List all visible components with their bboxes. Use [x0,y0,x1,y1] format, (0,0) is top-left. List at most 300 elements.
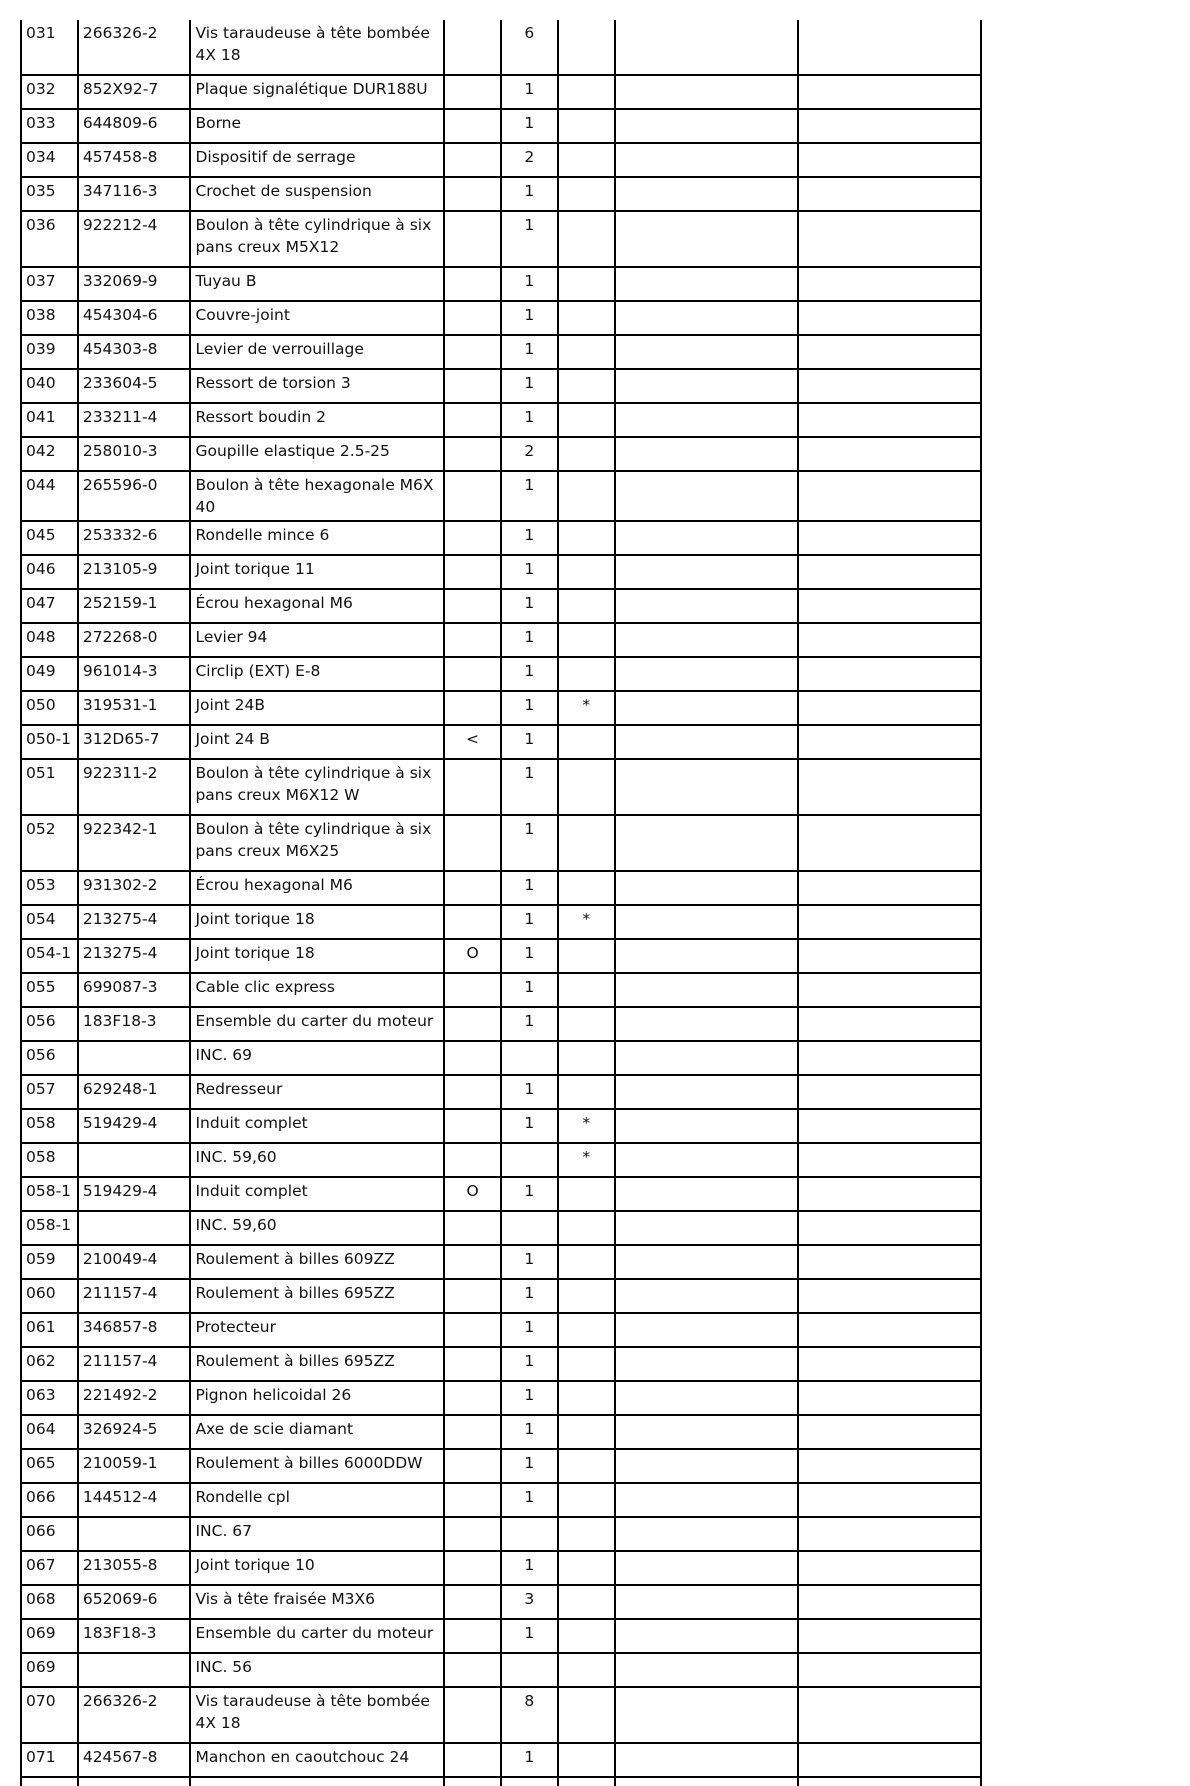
blank-cell [798,1517,981,1551]
description-cell: Couvre-joint [190,301,444,335]
blank-cell [615,1449,798,1483]
quantity-cell: 2 [501,437,558,471]
marker-cell [558,1619,615,1653]
part-number-cell [78,1653,191,1687]
item-number-cell: 039 [21,335,78,369]
table-row [21,589,981,623]
note-cell [444,1041,501,1075]
table-row [21,177,981,211]
quantity-cell: 1 [501,905,558,939]
blank-cell [615,1483,798,1517]
blank-cell [78,1777,191,1786]
part-number-cell: 454303-8 [78,335,191,369]
description-cell: INC. 56 [190,1653,444,1687]
part-number-cell: 183F18-3 [78,1619,191,1653]
blank-cell [615,20,798,75]
note-cell [444,437,501,471]
item-number-cell: 056 [21,1041,78,1075]
blank-cell [798,759,981,815]
description-cell: INC. 59,60 [190,1211,444,1245]
table-row [21,1347,981,1381]
blank-cell [615,589,798,623]
item-number-cell: 062 [21,1347,78,1381]
blank-cell [798,1245,981,1279]
table-row [21,1585,981,1619]
note-cell [444,1551,501,1585]
part-number-cell [78,1143,191,1177]
part-number-cell: 265596-0 [78,471,191,521]
table-row [21,1687,981,1743]
table-row [21,109,981,143]
item-number-cell: 051 [21,759,78,815]
table-row [21,1619,981,1653]
blank-cell [798,109,981,143]
marker-cell [558,177,615,211]
marker-cell [558,75,615,109]
quantity-cell: 1 [501,555,558,589]
quantity-cell: 1 [501,1313,558,1347]
description-cell: Protecteur [190,1313,444,1347]
blank-cell [798,871,981,905]
description-cell: Redresseur [190,1075,444,1109]
quantity-cell: 1 [501,657,558,691]
description-cell: Goupille elastique 2.5-25 [190,437,444,471]
part-number-cell: 629248-1 [78,1075,191,1109]
blank-cell [798,1585,981,1619]
part-number-cell: 644809-6 [78,109,191,143]
quantity-cell: 3 [501,1585,558,1619]
blank-cell [615,1245,798,1279]
description-cell: Dispositif de serrage [190,143,444,177]
note-cell [444,1585,501,1619]
description-cell: Roulement à billes 695ZZ [190,1279,444,1313]
item-number-cell: 035 [21,177,78,211]
note-cell [444,75,501,109]
part-number-cell: 319531-1 [78,691,191,725]
item-number-cell: 061 [21,1313,78,1347]
quantity-cell: 1 [501,759,558,815]
quantity-cell: 1 [501,1483,558,1517]
note-cell [444,20,501,75]
description-cell: Roulement à billes 609ZZ [190,1245,444,1279]
description-cell: Cable clic express [190,973,444,1007]
blank-cell [798,20,981,75]
item-number-cell: 067 [21,1551,78,1585]
marker-cell [558,1313,615,1347]
quantity-cell [501,1211,558,1245]
blank-cell [615,555,798,589]
quantity-cell: 1 [501,75,558,109]
quantity-cell: 1 [501,1007,558,1041]
blank-cell [615,1279,798,1313]
item-number-cell: 064 [21,1415,78,1449]
blank-cell [615,403,798,437]
item-number-cell: 045 [21,521,78,555]
part-number-cell: 922342-1 [78,815,191,871]
blank-cell [615,871,798,905]
part-number-cell: 699087-3 [78,973,191,1007]
blank-cell [798,211,981,267]
note-cell [444,691,501,725]
marker-cell [558,759,615,815]
description-cell: Vis à tête fraisée M3X6 [190,1585,444,1619]
part-number-cell: 326924-5 [78,1415,191,1449]
quantity-cell: 2 [501,143,558,177]
quantity-cell: 1 [501,1551,558,1585]
marker-cell [558,1381,615,1415]
item-number-cell: 038 [21,301,78,335]
quantity-cell: 1 [501,973,558,1007]
description-cell: Boulon à tête cylindrique à six pans creux M6X12 W [190,759,444,815]
part-number-cell: 233211-4 [78,403,191,437]
description-cell: Joint torique 18 [190,939,444,973]
note-cell [444,1743,501,1777]
quantity-cell [501,1041,558,1075]
blank-cell [615,623,798,657]
quantity-cell: 1 [501,471,558,521]
blank-cell [615,1687,798,1743]
part-number-cell: 922311-2 [78,759,191,815]
description-cell: Roulement à billes 6000DDW [190,1449,444,1483]
blank-cell [798,1687,981,1743]
item-number-cell: 032 [21,75,78,109]
blank-cell [501,1777,558,1786]
note-cell [444,109,501,143]
item-number-cell: 058 [21,1143,78,1177]
item-number-cell: 033 [21,109,78,143]
marker-cell [558,1279,615,1313]
description-cell: Roulement à billes 695ZZ [190,1347,444,1381]
blank-cell [798,1007,981,1041]
description-cell: Boulon à tête cylindrique à six pans creux M5X12 [190,211,444,267]
table-row [21,335,981,369]
blank-cell [615,1143,798,1177]
blank-cell [798,369,981,403]
marker-cell [558,555,615,589]
note-cell [444,521,501,555]
note-cell [444,905,501,939]
blank-cell [615,471,798,521]
quantity-cell: 1 [501,211,558,267]
table-row [21,725,981,759]
blank-cell [798,555,981,589]
quantity-cell: 1 [501,369,558,403]
marker-cell: * [558,905,615,939]
item-number-cell: 058 [21,1109,78,1143]
item-number-cell: 069 [21,1653,78,1687]
item-number-cell: 036 [21,211,78,267]
note-cell [444,369,501,403]
note-cell [444,267,501,301]
description-cell: Joint 24B [190,691,444,725]
item-number-cell: 034 [21,143,78,177]
table-row [21,815,981,871]
table-row [21,1041,981,1075]
quantity-cell: 1 [501,1381,558,1415]
item-number-cell: 053 [21,871,78,905]
quantity-cell: 1 [501,177,558,211]
blank-cell [615,725,798,759]
note-cell [444,623,501,657]
blank-cell [615,1415,798,1449]
note-cell [444,1075,501,1109]
blank-cell [798,1743,981,1777]
quantity-cell: 1 [501,335,558,369]
marker-cell [558,143,615,177]
note-cell [444,1483,501,1517]
marker-cell [558,369,615,403]
part-number-cell: 183F18-3 [78,1007,191,1041]
blank-cell [798,725,981,759]
blank-cell [615,369,798,403]
blank-cell [798,1143,981,1177]
part-number-cell: 210059-1 [78,1449,191,1483]
table-row [21,143,981,177]
table-row [21,657,981,691]
parts-table-body [21,20,981,1786]
marker-cell [558,1007,615,1041]
table-row [21,20,981,75]
blank-cell [798,301,981,335]
blank-cell [798,1381,981,1415]
quantity-cell: 1 [501,691,558,725]
part-number-cell: 272268-0 [78,623,191,657]
description-cell: Circlip (EXT) E-8 [190,657,444,691]
marker-cell [558,1551,615,1585]
table-row [21,211,981,267]
marker-cell [558,939,615,973]
quantity-cell: 1 [501,1347,558,1381]
description-cell: Tuyau B [190,267,444,301]
note-cell [444,1313,501,1347]
blank-cell [615,1381,798,1415]
description-cell: Vis taraudeuse à tête bombée 4X 18 [190,1687,444,1743]
blank-cell [615,177,798,211]
blank-cell [798,335,981,369]
quantity-cell: 1 [501,1109,558,1143]
part-number-cell: 519429-4 [78,1109,191,1143]
blank-cell [615,1007,798,1041]
marker-cell: * [558,1109,615,1143]
part-number-cell: 211157-4 [78,1347,191,1381]
blank-cell [615,1551,798,1585]
item-number-cell: 066 [21,1517,78,1551]
note-cell [444,1381,501,1415]
table-row [21,521,981,555]
quantity-cell: 1 [501,1177,558,1211]
table-row [21,1483,981,1517]
description-cell: Levier de verrouillage [190,335,444,369]
blank-cell [798,691,981,725]
table-row [21,973,981,1007]
description-cell: Ensemble du carter du moteur [190,1619,444,1653]
note-cell [444,1245,501,1279]
blank-cell [798,657,981,691]
description-cell: Boulon à tête cylindrique à six pans creux M6X25 [190,815,444,871]
table-row [21,1177,981,1211]
part-number-cell: 457458-8 [78,143,191,177]
blank-cell [798,1347,981,1381]
blank-cell [798,1483,981,1517]
part-number-cell: 332069-9 [78,267,191,301]
note-cell [444,973,501,1007]
table-row [21,1075,981,1109]
parts-list [20,20,982,1786]
marker-cell [558,1483,615,1517]
note-cell [444,1347,501,1381]
marker-cell [558,1653,615,1687]
table-row [21,1517,981,1551]
item-number-cell: 057 [21,1075,78,1109]
blank-cell [798,1075,981,1109]
part-number-cell [78,1517,191,1551]
blank-cell [798,623,981,657]
note-cell [444,301,501,335]
blank-cell [615,1743,798,1777]
quantity-cell: 1 [501,1415,558,1449]
blank-cell [615,1777,798,1786]
table-row [21,471,981,521]
description-cell: Ressort de torsion 3 [190,369,444,403]
item-number-cell: 042 [21,437,78,471]
marker-cell [558,521,615,555]
blank-cell [798,939,981,973]
part-number-cell: 213105-9 [78,555,191,589]
blank-cell [798,589,981,623]
note-cell [444,815,501,871]
quantity-cell: 1 [501,589,558,623]
marker-cell [558,657,615,691]
marker-cell [558,301,615,335]
marker-cell [558,589,615,623]
blank-cell [798,143,981,177]
part-number-cell: 253332-6 [78,521,191,555]
blank-cell [615,939,798,973]
blank-cell [615,143,798,177]
quantity-cell: 1 [501,939,558,973]
description-cell: Écrou hexagonal M6 [190,589,444,623]
description-cell: Vis taraudeuse à tête bombée 4X 18 [190,20,444,75]
description-cell: INC. 59,60 [190,1143,444,1177]
blank-cell [615,267,798,301]
description-cell: Joint torique 10 [190,1551,444,1585]
blank-cell [798,1177,981,1211]
marker-cell [558,403,615,437]
note-cell [444,1517,501,1551]
description-cell: Rondelle mince 6 [190,521,444,555]
item-number-cell: 040 [21,369,78,403]
quantity-cell: 1 [501,1075,558,1109]
item-number-cell: 065 [21,1449,78,1483]
description-cell: Joint torique 11 [190,555,444,589]
marker-cell [558,1449,615,1483]
item-number-cell: 058-1 [21,1211,78,1245]
blank-cell [615,1653,798,1687]
table-row [21,871,981,905]
blank-cell [798,905,981,939]
description-cell: Pignon helicoidal 26 [190,1381,444,1415]
marker-cell [558,1585,615,1619]
blank-cell [615,335,798,369]
blank-cell [798,1211,981,1245]
blank-cell [615,301,798,335]
table-row [21,437,981,471]
quantity-cell: 1 [501,109,558,143]
blank-cell [615,657,798,691]
quantity-cell: 1 [501,725,558,759]
part-number-cell: 210049-4 [78,1245,191,1279]
quantity-cell: 1 [501,1449,558,1483]
note-cell [444,1143,501,1177]
description-cell: Boulon à tête hexagonale M6X40 [190,471,444,521]
note-cell [444,403,501,437]
table-row [21,623,981,657]
marker-cell [558,1041,615,1075]
marker-cell [558,1517,615,1551]
part-number-cell [78,1041,191,1075]
marker-cell [558,211,615,267]
part-number-cell: 312D65-7 [78,725,191,759]
description-cell: Borne [190,109,444,143]
table-row [21,1415,981,1449]
marker-cell [558,1245,615,1279]
quantity-cell: 1 [501,403,558,437]
item-number-cell: 041 [21,403,78,437]
marker-cell [558,623,615,657]
description-cell: Ressort boudin 2 [190,403,444,437]
table-row [21,905,981,939]
quantity-cell: 8 [501,1687,558,1743]
marker-cell [558,871,615,905]
marker-cell [558,725,615,759]
quantity-cell: 1 [501,1279,558,1313]
description-cell: Plaque signalétique DUR188U [190,75,444,109]
description-cell: Levier 94 [190,623,444,657]
table-row [21,939,981,973]
parts-table [20,20,982,1786]
part-number-cell: 961014-3 [78,657,191,691]
description-cell: Joint torique 18 [190,905,444,939]
blank-cell [798,973,981,1007]
note-cell [444,1007,501,1041]
table-row [21,1109,981,1143]
marker-cell: * [558,691,615,725]
description-cell: Ensemble du carter du moteur [190,1007,444,1041]
description-cell: Joint 24 B [190,725,444,759]
quantity-cell: 1 [501,521,558,555]
note-cell [444,335,501,369]
blank-cell [615,691,798,725]
quantity-cell: 1 [501,1619,558,1653]
quantity-cell [501,1517,558,1551]
item-number-cell: 059 [21,1245,78,1279]
note-cell: < [444,725,501,759]
note-cell [444,589,501,623]
marker-cell [558,1687,615,1743]
marker-cell [558,471,615,521]
item-number-cell: 054-1 [21,939,78,973]
blank-cell [615,1313,798,1347]
blank-cell [798,437,981,471]
note-cell [444,1619,501,1653]
item-number-cell: 052 [21,815,78,871]
quantity-cell: 1 [501,815,558,871]
item-number-cell: 050 [21,691,78,725]
blank-cell [798,1619,981,1653]
part-number-cell: 852X92-7 [78,75,191,109]
marker-cell [558,815,615,871]
blank-cell [615,1347,798,1381]
